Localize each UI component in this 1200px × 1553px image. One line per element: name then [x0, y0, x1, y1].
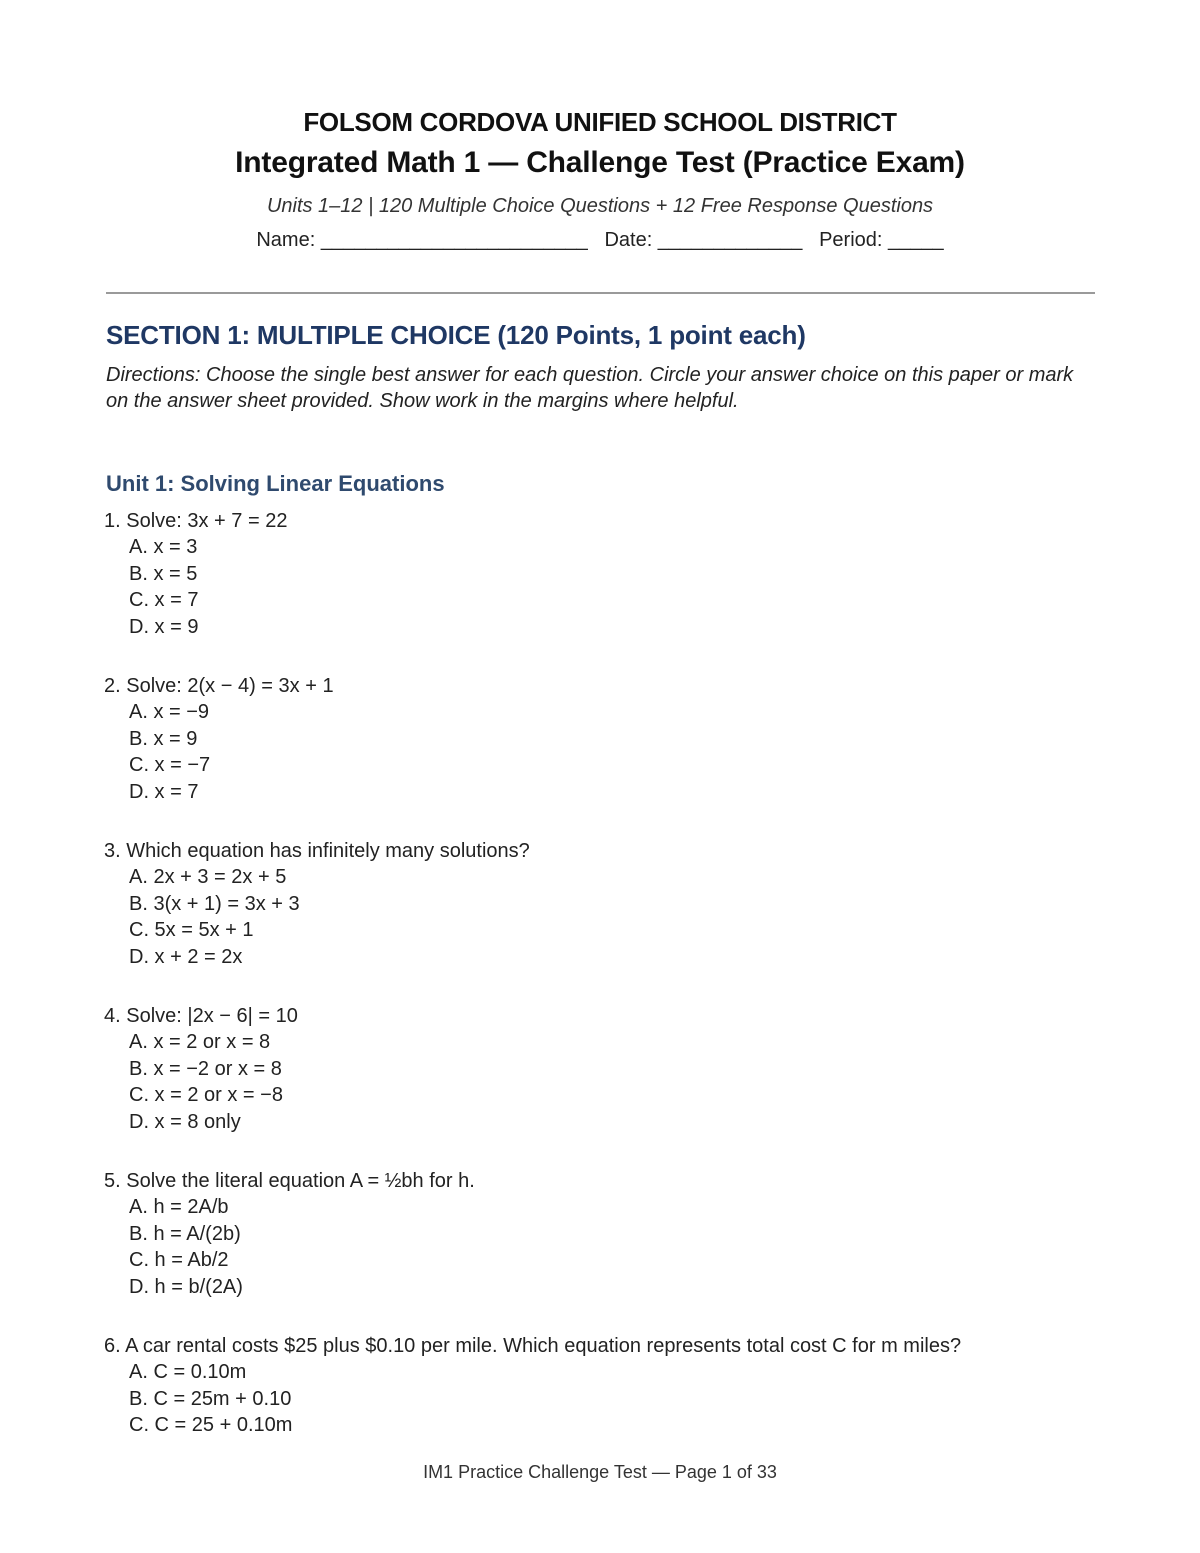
answer-option-d[interactable]: D. x = 9	[129, 615, 199, 638]
question-5	[104, 1168, 1104, 1300]
answer-option-c[interactable]: C. x = 7	[129, 589, 199, 611]
question-stem: 5. Solve the literal equation A = ½bh for h.	[104, 1170, 475, 1192]
question-list	[104, 508, 1104, 1472]
answer-option-a[interactable]: A. x = −9	[129, 701, 210, 723]
answer-option-c[interactable]: C. 5x = 5x + 1	[129, 919, 254, 941]
question-stem: 2. Solve: 2(x − 4) = 3x + 1	[104, 675, 334, 697]
section-title: SECTION 1: MULTIPLE CHOICE (120 Points, 1 point each)	[106, 320, 806, 350]
exam-subtitle: Units 1–12 | 120 Multiple Choice Questions + 12 Free Response Questions	[266, 195, 934, 217]
question-stem: 3. Which equation has infinitely many solutions?	[104, 840, 530, 862]
question-stem: 4. Solve: |2x − 6| = 10	[104, 1005, 298, 1027]
answer-option-a[interactable]: A. x = 2 or x = 8	[129, 1031, 271, 1053]
answer-option-b[interactable]: B. x = 5	[129, 562, 198, 585]
answer-option-c[interactable]: C. x = 2 or x = −8	[129, 1084, 283, 1106]
answer-option-c[interactable]: C. h = Ab/2	[129, 1249, 229, 1271]
question-stem: 6. A car rental costs $25 plus $0.10 per mile. Which equation represents total cost C for m miles?	[104, 1335, 962, 1357]
answer-option-a[interactable]: A. x = 3	[129, 536, 198, 558]
question-6	[104, 1333, 1104, 1439]
exam-header	[0, 105, 1200, 253]
answer-option-d[interactable]: D. h = b/(2A)	[129, 1275, 243, 1298]
answer-option-b[interactable]: B. C = 25m + 0.10	[129, 1387, 292, 1410]
question-stem: 1. Solve: 3x + 7 = 22	[104, 510, 288, 532]
answer-option-a[interactable]: A. 2x + 3 = 2x + 5	[129, 866, 287, 888]
section-directions: Directions: Choose the single best answer for each question. Circle your answer choice on this paper or mark on the answer sheet provided. Show work in the margins where helpful.	[106, 364, 1074, 412]
answer-option-d[interactable]: D. x = 7	[129, 780, 199, 803]
question-2	[104, 673, 1104, 805]
district-name: FOLSOM CORDOVA UNIFIED SCHOOL DISTRICT	[303, 107, 897, 137]
page-footer: IM1 Practice Challenge Test — Page 1 of 33	[423, 1462, 777, 1482]
answer-option-c[interactable]: C. C = 25 + 0.10m	[129, 1414, 293, 1436]
answer-option-b[interactable]: B. h = A/(2b)	[129, 1222, 241, 1245]
question-1	[104, 508, 1104, 640]
question-3	[104, 838, 1104, 970]
answer-option-c[interactable]: C. x = −7	[129, 754, 211, 776]
answer-option-b[interactable]: B. x = 9	[129, 727, 198, 750]
answer-option-d[interactable]: D. x + 2 = 2x	[129, 945, 243, 968]
answer-option-a[interactable]: A. h = 2A/b	[129, 1196, 229, 1218]
exam-title: Integrated Math 1 — Challenge Test (Practice Exam)	[235, 146, 965, 179]
answer-option-b[interactable]: B. 3(x + 1) = 3x + 3	[129, 892, 300, 915]
question-4	[104, 1003, 1104, 1135]
header-divider	[106, 292, 1095, 294]
unit-title: Unit 1: Solving Linear Equations	[106, 471, 445, 496]
answer-option-b[interactable]: B. x = −2 or x = 8	[129, 1057, 282, 1080]
name-date-period-line: Name: ________________________ Date: _____________ Period: _____	[256, 229, 944, 251]
answer-option-d[interactable]: D. x = 8 only	[129, 1110, 241, 1133]
answer-option-a[interactable]: A. C = 0.10m	[129, 1361, 247, 1383]
